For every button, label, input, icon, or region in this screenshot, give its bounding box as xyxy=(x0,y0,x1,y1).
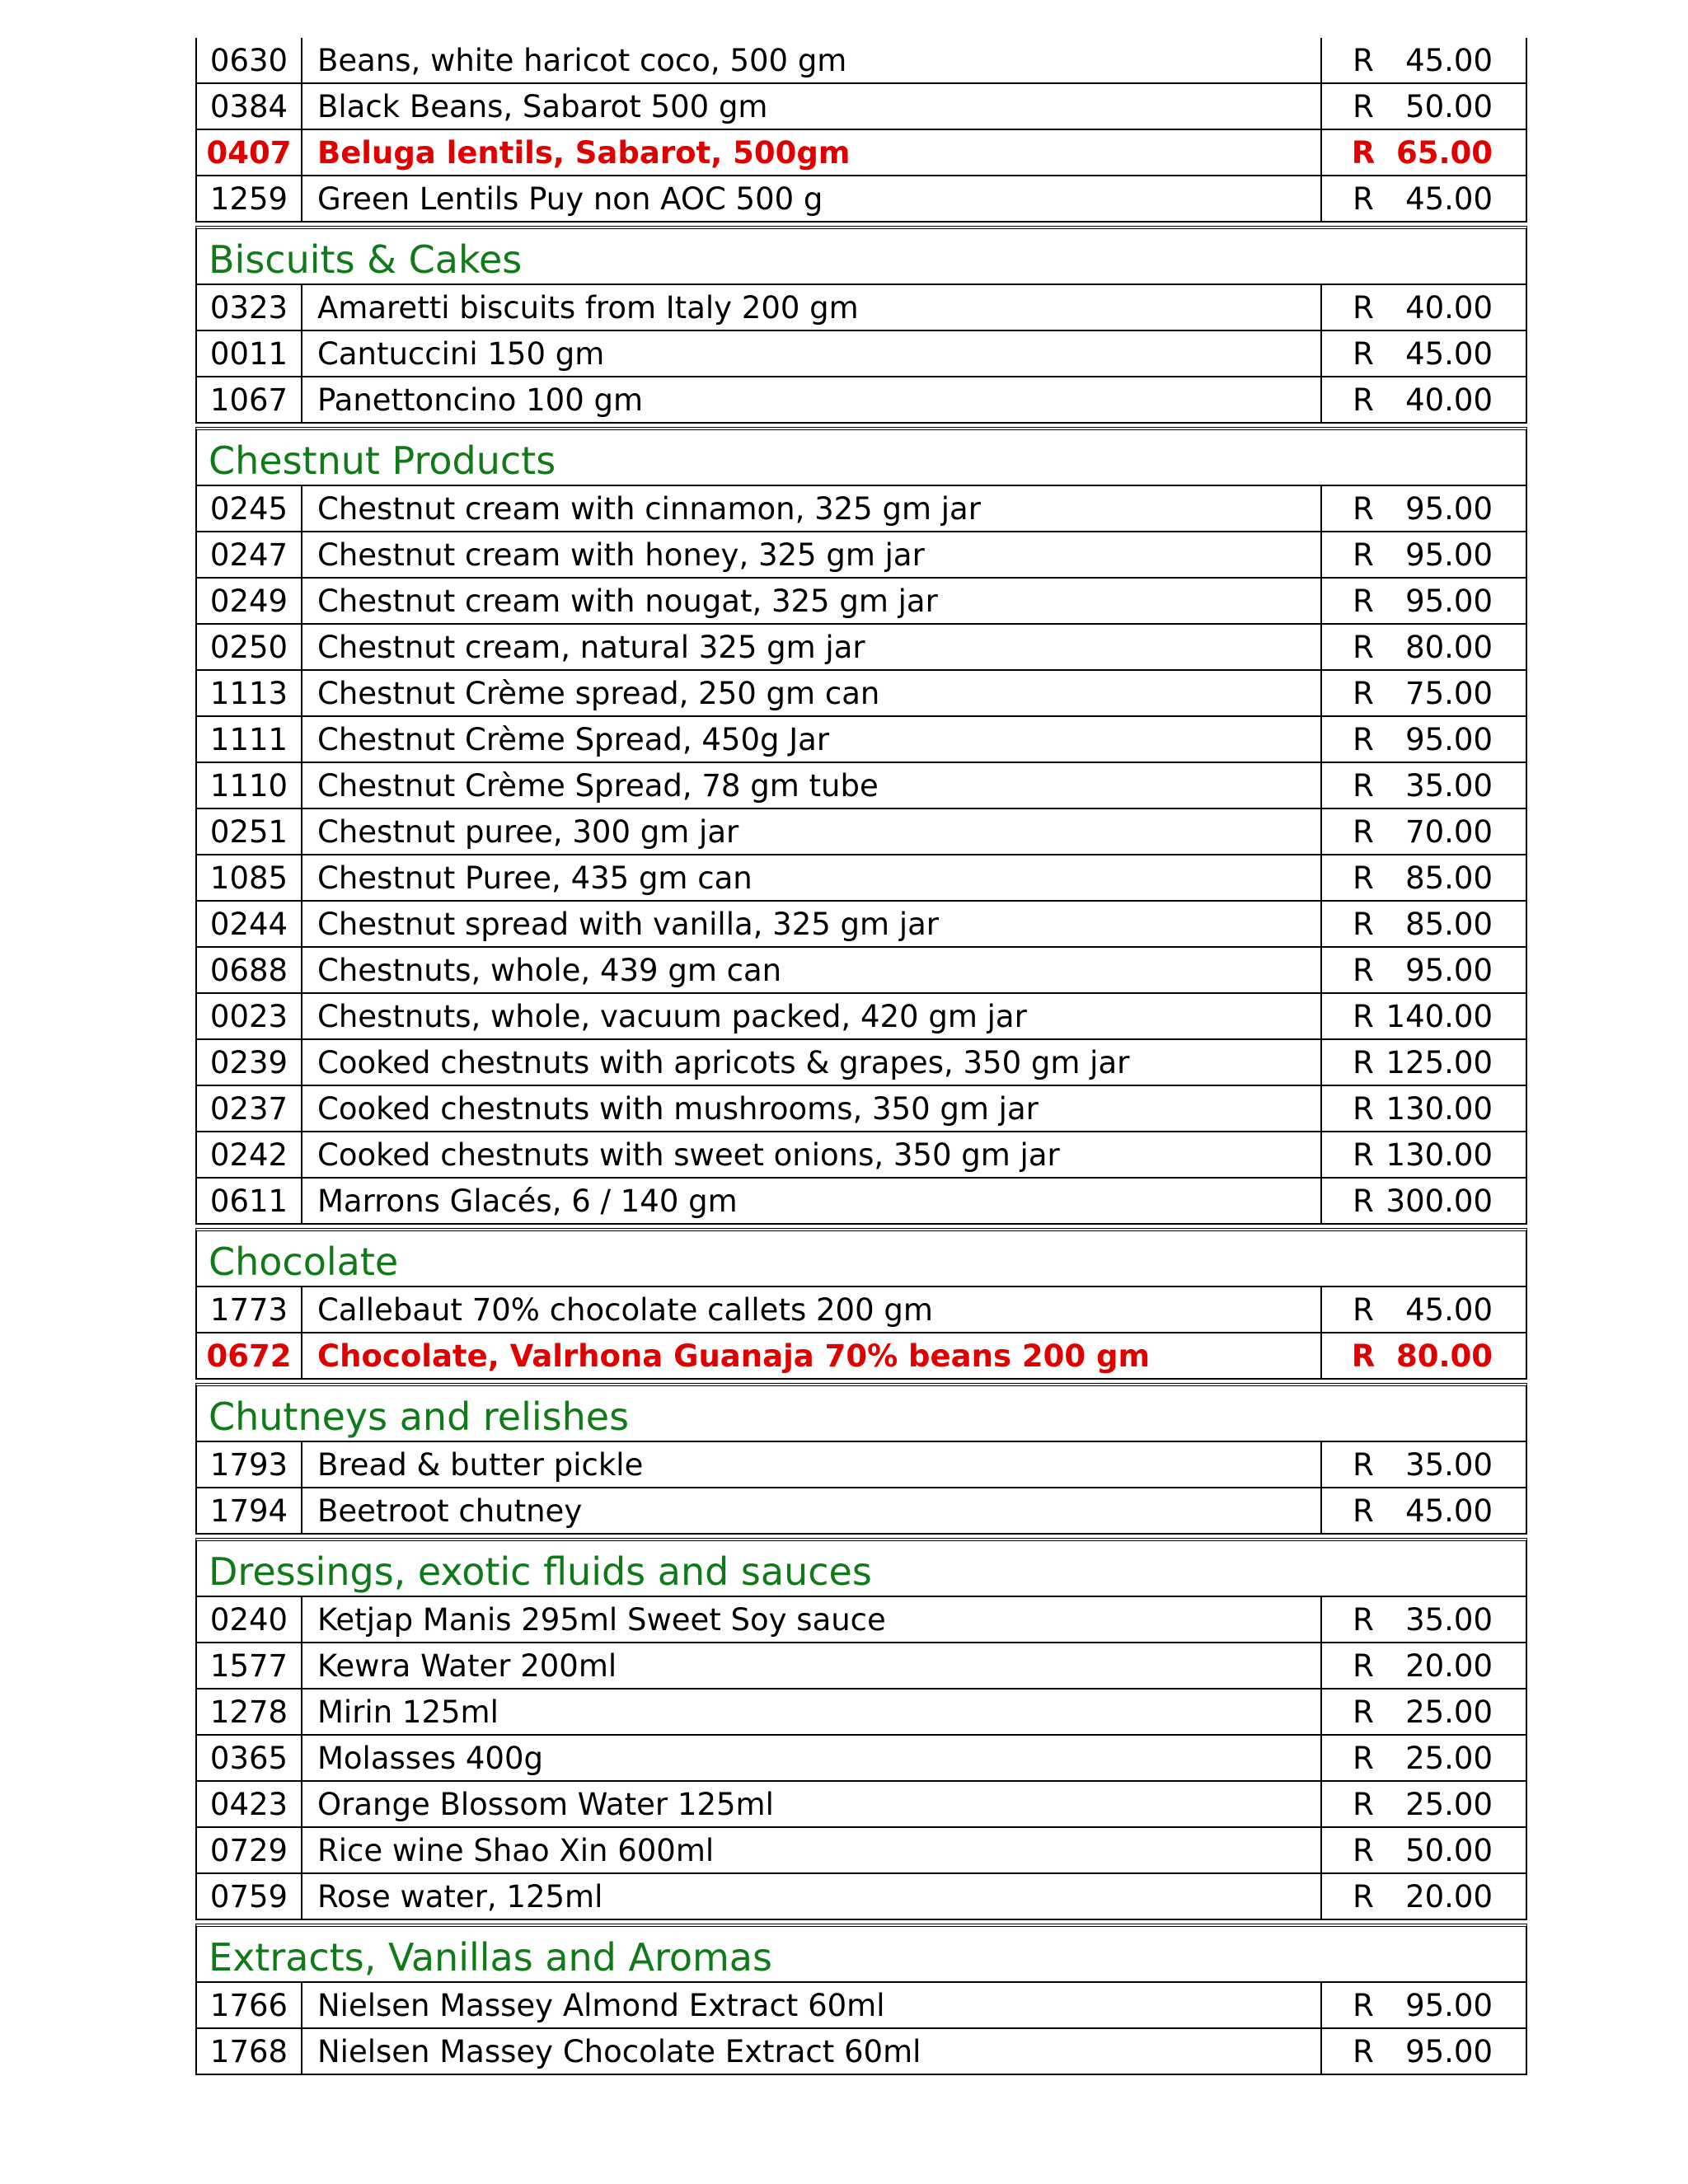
product-price: 130.00 xyxy=(1386,1137,1493,1173)
table-row xyxy=(195,625,1527,671)
product-price: 130.00 xyxy=(1386,1090,1493,1127)
product-description: Beetroot chutney xyxy=(302,1488,1322,1533)
product-description: Chestnut Crème Spread, 450g Jar xyxy=(302,717,1322,762)
currency-symbol: R xyxy=(1353,180,1374,217)
table-row xyxy=(195,671,1527,717)
table-row xyxy=(195,331,1527,377)
product-code: 1766 xyxy=(197,1983,302,2027)
product-code: 0407 xyxy=(197,130,302,175)
currency-symbol: R xyxy=(1351,1338,1376,1374)
product-description: Panettoncino 100 gm xyxy=(302,377,1322,422)
product-price: 20.00 xyxy=(1405,1647,1493,1684)
currency-symbol: R xyxy=(1353,906,1374,942)
table-row xyxy=(195,2029,1527,2075)
product-code: 0729 xyxy=(197,1828,302,1872)
product-description: Molasses 400g xyxy=(302,1736,1322,1780)
currency-symbol: R xyxy=(1353,1786,1374,1822)
product-description: Rose water, 125ml xyxy=(302,1874,1322,1919)
currency-symbol: R xyxy=(1353,1878,1374,1915)
product-code: 0323 xyxy=(197,285,302,330)
product-description: Chestnuts, whole, 439 gm can xyxy=(302,948,1322,992)
currency-symbol: R xyxy=(1353,721,1374,757)
product-description: Green Lentils Puy non AOC 500 g xyxy=(302,176,1322,221)
currency-symbol: R xyxy=(1353,335,1374,372)
currency-symbol: R xyxy=(1353,289,1374,326)
product-code: 0247 xyxy=(197,532,302,577)
table-row xyxy=(195,579,1527,625)
currency-symbol: R xyxy=(1353,1740,1374,1776)
currency-symbol: R xyxy=(1353,42,1374,78)
table-row xyxy=(195,1287,1527,1333)
product-code: 0023 xyxy=(197,994,302,1038)
table-row xyxy=(195,948,1527,994)
product-price: 40.00 xyxy=(1405,289,1493,326)
currency-symbol: R xyxy=(1353,2033,1374,2069)
currency-symbol: R xyxy=(1351,134,1376,171)
product-code: 1773 xyxy=(197,1287,302,1332)
product-price: 25.00 xyxy=(1405,1740,1493,1776)
product-price: 300.00 xyxy=(1386,1183,1493,1219)
product-code: 0423 xyxy=(197,1782,302,1826)
product-price: 75.00 xyxy=(1405,675,1493,711)
product-code: 0011 xyxy=(197,331,302,376)
product-code: 1793 xyxy=(197,1442,302,1487)
product-price: 35.00 xyxy=(1405,767,1493,804)
currency-symbol: R xyxy=(1353,1694,1374,1730)
product-description: Chestnut cream with nougat, 325 gm jar xyxy=(302,579,1322,623)
product-code: 0384 xyxy=(197,84,302,129)
product-code: 0251 xyxy=(197,809,302,854)
product-description: Cooked chestnuts with sweet onions, 350 gm jar xyxy=(302,1132,1322,1177)
product-price: 85.00 xyxy=(1405,906,1493,942)
product-code: 0240 xyxy=(197,1597,302,1642)
product-code: 0759 xyxy=(197,1874,302,1919)
product-price: 45.00 xyxy=(1405,1291,1493,1328)
product-description: Chestnut Crème spread, 250 gm can xyxy=(302,671,1322,715)
product-price: 95.00 xyxy=(1405,1987,1493,2023)
product-price: 35.00 xyxy=(1405,1446,1493,1483)
product-code: 0239 xyxy=(197,1040,302,1085)
table-row xyxy=(195,809,1527,855)
product-price: 65.00 xyxy=(1395,134,1493,171)
product-code: 1577 xyxy=(197,1643,302,1688)
price-list-table xyxy=(195,38,1527,2075)
product-code: 1067 xyxy=(197,377,302,422)
product-description: Cooked chestnuts with mushrooms, 350 gm jar xyxy=(302,1086,1322,1131)
product-code: 1278 xyxy=(197,1690,302,1734)
table-row xyxy=(195,532,1527,579)
product-description: Chestnut cream, natural 325 gm jar xyxy=(302,625,1322,669)
currency-symbol: R xyxy=(1353,1601,1374,1638)
product-price: 45.00 xyxy=(1405,335,1493,372)
currency-symbol: R xyxy=(1353,675,1374,711)
category-heading: Chutneys and relishes xyxy=(195,1383,1527,1442)
product-price: 80.00 xyxy=(1405,629,1493,665)
product-price: 95.00 xyxy=(1405,583,1493,619)
product-price: 50.00 xyxy=(1405,1832,1493,1868)
product-description: Rice wine Shao Xin 600ml xyxy=(302,1828,1322,1872)
product-price: 95.00 xyxy=(1405,952,1493,988)
product-code: 0688 xyxy=(197,948,302,992)
product-description: Marrons Glacés, 6 / 140 gm xyxy=(302,1179,1322,1223)
table-row xyxy=(195,1828,1527,1874)
product-description: Bread & butter pickle xyxy=(302,1442,1322,1487)
currency-symbol: R xyxy=(1353,952,1374,988)
table-row xyxy=(195,1690,1527,1736)
category-heading: Chestnut Products xyxy=(195,427,1527,486)
product-code: 1110 xyxy=(197,763,302,808)
product-code: 0242 xyxy=(197,1132,302,1177)
currency-symbol: R xyxy=(1353,537,1374,573)
table-row xyxy=(195,38,1527,84)
product-price: 95.00 xyxy=(1405,2033,1493,2069)
product-description: Kewra Water 200ml xyxy=(302,1643,1322,1688)
currency-symbol: R xyxy=(1353,1044,1374,1080)
product-price: 95.00 xyxy=(1405,721,1493,757)
table-row xyxy=(195,1040,1527,1086)
currency-symbol: R xyxy=(1353,1493,1374,1529)
table-row xyxy=(195,486,1527,532)
product-price: 95.00 xyxy=(1405,537,1493,573)
category-heading: Extracts, Vanillas and Aromas xyxy=(195,1924,1527,1983)
table-row xyxy=(195,130,1527,176)
product-description: Callebaut 70% chocolate callets 200 gm xyxy=(302,1287,1322,1332)
product-code: 0365 xyxy=(197,1736,302,1780)
table-row xyxy=(195,1086,1527,1132)
currency-symbol: R xyxy=(1353,860,1374,896)
product-code: 1085 xyxy=(197,855,302,900)
product-price: 20.00 xyxy=(1405,1878,1493,1915)
table-row xyxy=(195,717,1527,763)
table-row xyxy=(195,902,1527,948)
product-description: Cantuccini 150 gm xyxy=(302,331,1322,376)
table-row xyxy=(195,994,1527,1040)
currency-symbol: R xyxy=(1353,1137,1374,1173)
product-description: Mirin 125ml xyxy=(302,1690,1322,1734)
table-row xyxy=(195,1488,1527,1535)
currency-symbol: R xyxy=(1353,1832,1374,1868)
currency-symbol: R xyxy=(1353,382,1374,418)
currency-symbol: R xyxy=(1353,1291,1374,1328)
category-heading: Chocolate xyxy=(195,1228,1527,1287)
product-price: 85.00 xyxy=(1405,860,1493,896)
currency-symbol: R xyxy=(1353,1183,1374,1219)
table-row xyxy=(195,1132,1527,1179)
product-code: 0237 xyxy=(197,1086,302,1131)
table-row xyxy=(195,84,1527,130)
table-row xyxy=(195,176,1527,223)
product-description: Chestnut cream with honey, 325 gm jar xyxy=(302,532,1322,577)
currency-symbol: R xyxy=(1353,490,1374,527)
table-row xyxy=(195,1736,1527,1782)
product-code: 0249 xyxy=(197,579,302,623)
table-row xyxy=(195,377,1527,424)
product-price: 45.00 xyxy=(1405,42,1493,78)
product-price: 45.00 xyxy=(1405,1493,1493,1529)
currency-symbol: R xyxy=(1353,1647,1374,1684)
product-code: 1111 xyxy=(197,717,302,762)
product-description: Chestnut Puree, 435 gm can xyxy=(302,855,1322,900)
product-price: 35.00 xyxy=(1405,1601,1493,1638)
product-description: Chestnut puree, 300 gm jar xyxy=(302,809,1322,854)
product-description: Chestnut cream with cinnamon, 325 gm jar xyxy=(302,486,1322,531)
product-code: 0244 xyxy=(197,902,302,946)
product-description: Chestnut Crème Spread, 78 gm tube xyxy=(302,763,1322,808)
product-price: 70.00 xyxy=(1405,813,1493,850)
product-price: 45.00 xyxy=(1405,180,1493,217)
product-price: 25.00 xyxy=(1405,1786,1493,1822)
table-row xyxy=(195,855,1527,902)
product-description: Nielsen Massey Chocolate Extract 60ml xyxy=(302,2029,1322,2074)
currency-symbol: R xyxy=(1353,767,1374,804)
product-description: Beans, white haricot coco, 500 gm xyxy=(302,38,1322,82)
product-code: 1794 xyxy=(197,1488,302,1533)
currency-symbol: R xyxy=(1353,629,1374,665)
table-row xyxy=(195,1179,1527,1225)
table-row xyxy=(195,1983,1527,2029)
table-row xyxy=(195,1874,1527,1920)
product-price: 25.00 xyxy=(1405,1694,1493,1730)
table-row xyxy=(195,1333,1527,1380)
product-code: 0245 xyxy=(197,486,302,531)
product-description: Orange Blossom Water 125ml xyxy=(302,1782,1322,1826)
product-code: 0672 xyxy=(197,1333,302,1378)
product-price: 80.00 xyxy=(1395,1338,1493,1374)
product-price: 125.00 xyxy=(1386,1044,1493,1080)
currency-symbol: R xyxy=(1353,1090,1374,1127)
product-code: 0250 xyxy=(197,625,302,669)
product-description: Chocolate, Valrhona Guanaja 70% beans 200 gm xyxy=(302,1333,1322,1378)
product-description: Nielsen Massey Almond Extract 60ml xyxy=(302,1983,1322,2027)
product-description: Black Beans, Sabarot 500 gm xyxy=(302,84,1322,129)
product-description: Amaretti biscuits from Italy 200 gm xyxy=(302,285,1322,330)
product-code: 0630 xyxy=(197,38,302,82)
product-price: 95.00 xyxy=(1405,490,1493,527)
currency-symbol: R xyxy=(1353,1446,1374,1483)
product-description: Ketjap Manis 295ml Sweet Soy sauce xyxy=(302,1597,1322,1642)
product-description: Cooked chestnuts with apricots & grapes, 350 gm jar xyxy=(302,1040,1322,1085)
currency-symbol: R xyxy=(1353,583,1374,619)
product-description: Chestnuts, whole, vacuum packed, 420 gm jar xyxy=(302,994,1322,1038)
currency-symbol: R xyxy=(1353,998,1374,1034)
currency-symbol: R xyxy=(1353,813,1374,850)
product-price: 140.00 xyxy=(1386,998,1493,1034)
currency-symbol: R xyxy=(1353,88,1374,124)
category-heading: Dressings, exotic fluids and sauces xyxy=(195,1538,1527,1597)
table-row xyxy=(195,1782,1527,1828)
table-row xyxy=(195,1597,1527,1643)
product-code: 0611 xyxy=(197,1179,302,1223)
table-row xyxy=(195,285,1527,331)
product-description: Chestnut spread with vanilla, 325 gm jar xyxy=(302,902,1322,946)
category-heading: Biscuits & Cakes xyxy=(195,226,1527,285)
product-code: 1768 xyxy=(197,2029,302,2074)
table-row xyxy=(195,763,1527,809)
product-description: Beluga lentils, Sabarot, 500gm xyxy=(302,130,1322,175)
product-code: 1113 xyxy=(197,671,302,715)
product-price: 50.00 xyxy=(1405,88,1493,124)
currency-symbol: R xyxy=(1353,1987,1374,2023)
table-row xyxy=(195,1442,1527,1488)
product-code: 1259 xyxy=(197,176,302,221)
table-row xyxy=(195,1643,1527,1690)
product-price: 40.00 xyxy=(1405,382,1493,418)
